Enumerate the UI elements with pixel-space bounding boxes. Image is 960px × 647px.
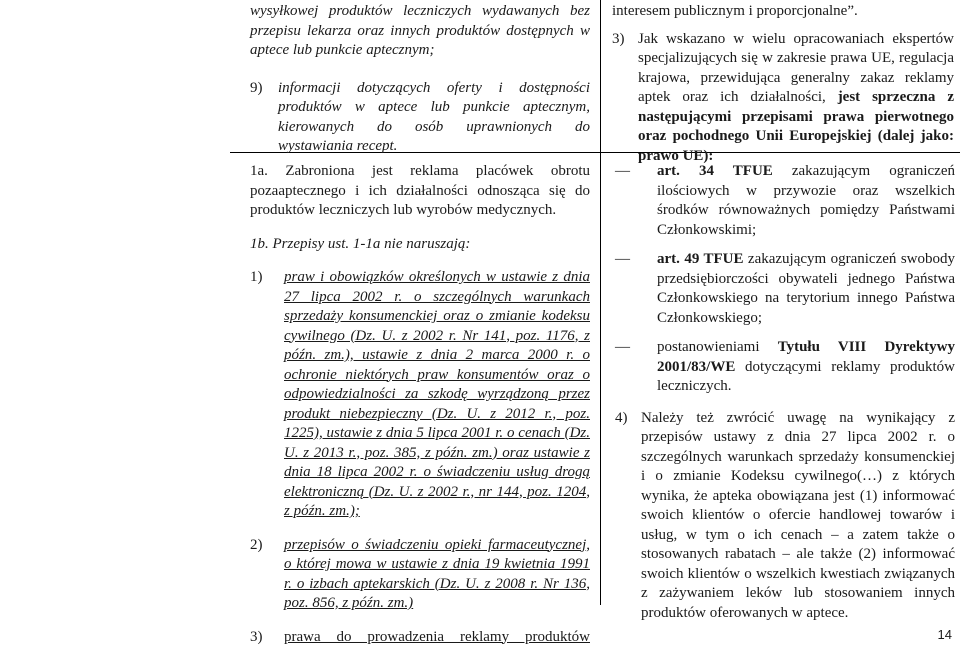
left-item-3 bbox=[250, 628, 590, 647]
left-bottom-block bbox=[250, 162, 590, 647]
page-number: 14 bbox=[938, 627, 952, 642]
item-pre: postanowieniami bbox=[657, 339, 778, 355]
item-text: Należy też zwrócić uwagę na wynikający z przepisów ustawy z dnia 27 lipca 2002 r. o szczególnych warunkach sprzedaży konsumenckiej i o zmianie Kodeksu cywilnego(…) z których wynika, że apteka obowiązana jest (1) informować swoich klientów o ofercie handlowej towarów i usług, w tym o ich cenach – a zatem także o stosowanych rabatach – ale także (2) informować swoich klientów o wszelkich kwestiach związanych z zażywaniem leków lub stosowaniem innych produktów oferowanych w aptece. bbox=[641, 409, 955, 624]
item-bold: Tytułu VIII Dyrektywy 2001/83/WE bbox=[657, 339, 955, 375]
dash-bullet: — bbox=[615, 162, 657, 240]
left-item-2 bbox=[250, 536, 590, 614]
item-text: prawa do prowadzenia reklamy produktów bbox=[284, 628, 590, 647]
paragraph-1b: 1b. Przepisy ust. 1-1a nie naruszają: bbox=[250, 235, 590, 255]
left-top-paragraph: wysyłkowej produktów leczniczych wydawanych bez przepisu lekarza oraz innych produktów dostępnych w aptece lub punkcie aptecznym; bbox=[250, 2, 590, 61]
item-number: 4) bbox=[615, 409, 641, 624]
item-rest: zakazującym ograniczeń swobody przedsiębiorczości obywateli jednego Państwa Członkowskiego na terytorium innego Państwa Członkowskiego; bbox=[657, 251, 955, 326]
item-text: informacji dotyczących oferty i dostępności produktów w aptece lub punkcie aptecznym, kierowanych do osób uprawnionych do wystawiania recept. bbox=[278, 79, 590, 157]
item-text-plain: Jak wskazano w wielu opracowaniach ekspertów specjalizujących się w zakresie prawa UE, regulacja krajowa, przewidująca generalny zakaz reklamy aptek oraz ich działalności, bbox=[638, 31, 954, 106]
column-divider bbox=[600, 0, 601, 605]
item-text bbox=[638, 30, 954, 167]
item-rest: dotyczącymi reklamy produktów leczniczych. bbox=[657, 359, 955, 395]
item-text bbox=[657, 162, 955, 240]
item-bold: art. 49 TFUE bbox=[657, 251, 743, 267]
item-number: 1) bbox=[250, 268, 284, 522]
right-item-4 bbox=[615, 409, 955, 624]
item-number: 2) bbox=[250, 536, 284, 614]
left-top-block bbox=[250, 2, 590, 157]
item-text bbox=[657, 250, 955, 328]
item-text-bold: jest sprzeczna z następującymi przepisami prawa pierwotnego oraz pochodnego Unii Europejskiej (dalej jako: prawo UE): bbox=[638, 89, 954, 164]
item-number: 3) bbox=[250, 628, 284, 647]
item-text: przepisów o świadczeniu opieki farmaceutycznej, o której mowa w ustawie z dnia 19 kwietnia 1991 r. o izbach aptekarskich (Dz. U. z 2008 r. Nr 136, poz. 856, z późn. zm.) bbox=[284, 536, 590, 614]
paragraph-1a: 1a. Zabroniona jest reklama placówek obrotu pozaaptecznego i ich działalności odnosząca się do produktów leczniczych lub wyrobów medycznych. bbox=[250, 162, 590, 221]
dash-item-art49 bbox=[615, 250, 955, 328]
dash-bullet: — bbox=[615, 250, 657, 328]
right-item-3 bbox=[612, 30, 954, 167]
dash-bullet: — bbox=[615, 338, 657, 397]
item-rest: zakazującym ograniczeń ilościowych w przywozie oraz wszelkich środków równoważnych pomiędzy Państwami Członkowskimi; bbox=[657, 163, 955, 238]
right-top-paragraph: interesem publicznym i proporcjonalne”. bbox=[612, 2, 954, 22]
left-item-9 bbox=[250, 79, 590, 157]
item-text bbox=[657, 338, 955, 397]
left-item-1 bbox=[250, 268, 590, 522]
item-bold: art. 34 TFUE bbox=[657, 163, 773, 179]
item-text: praw i obowiązków określonych w ustawie z dnia 27 lipca 2002 r. o szczególnych warunkach sprzedaży konsumenckiej oraz o zmianie kodeksu cywilnego (Dz. U. z 2002 r. Nr 141, poz. 1176, z późn. zm.), ustawie z dnia 2 marca 2000 r. o ochronie niektórych praw konsumentów oraz o odpowiedzialności za szkodę wyrządzoną przez produkt niebezpieczny (Dz. U. z 2012 r., poz. 1225), ustawie z dnia 5 lipca 2001 r. o cenach (Dz. U. z 2013 r., poz. 385, z późn. zm.) oraz ustawie z dnia 18 lipca 2002 r. o świadczeniu usług drogą elektroniczną (Dz. U. z 2002 r., nr 144, poz. 1204, z późn. zm.); bbox=[284, 268, 590, 522]
dash-item-art34 bbox=[615, 162, 955, 240]
item-number: 3) bbox=[612, 30, 638, 167]
item-number: 9) bbox=[250, 79, 278, 157]
dash-item-directive bbox=[615, 338, 955, 397]
right-top-block bbox=[612, 2, 954, 166]
right-bottom-block bbox=[615, 162, 955, 623]
